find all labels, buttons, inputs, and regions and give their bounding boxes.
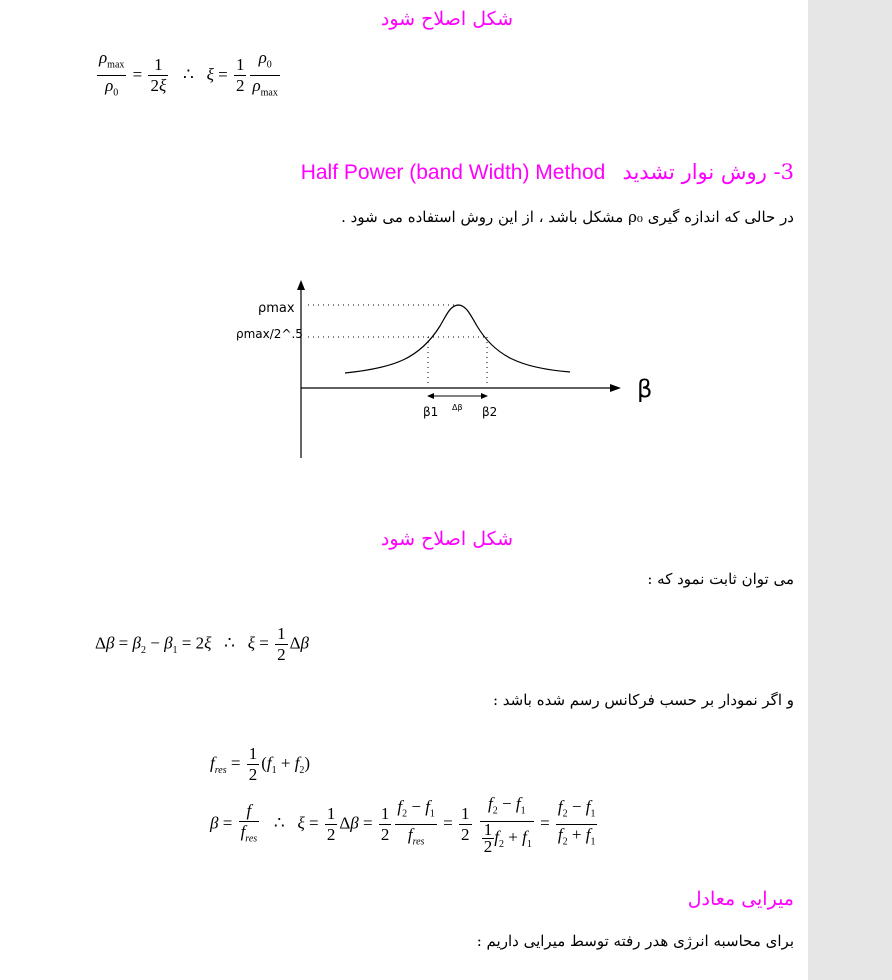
method-intro: در حالی که اندازه گیری ρ₀ مشکل باشد ، از این روش استفاده می شود . (341, 208, 794, 226)
equation-rho-ratio: $\frac{\rho_{max}}{\rho_0}$ = $\frac{1}{2\xi}$ ∴ ξ = $\frac{1}{2}$ $\frac{\rho_0}{\rho_{max}}$ (99, 48, 278, 99)
beta2-label: β2 (482, 405, 498, 419)
delta-beta-arrowhead-right (481, 393, 488, 399)
equation-f-res: $f_{res}$ = $\frac{1}{2}$ $(f_1 + f_2)$ (210, 744, 311, 784)
method-heading-fa: 3- روش نوار تشدید (622, 160, 794, 184)
resonance-graph (0, 0, 808, 480)
delta-beta-arrowhead-left (427, 393, 434, 399)
prove-text: می توان ثابت نمود که : (647, 570, 794, 588)
fix-note-1: شکل اصلاح شود (380, 8, 513, 30)
graph-axes (297, 280, 621, 458)
gray-margin-panel (808, 0, 892, 980)
fix-note-2: شکل اصلاح شود (380, 528, 513, 550)
equation-delta-beta: $\Delta\beta = \beta_2 - \beta_1 = 2\xi$ ∴ ξ = $\frac{1}{2}$ Δβ (95, 624, 310, 664)
equation-beta-xi: β = $\frac{f}{f_{res}}$ ∴ ξ = $\frac{1}{2}$ Δβ = $\frac{1}{2}$ $\frac{f_2 - f_1}{f_{res}}$ = $\frac{1}{2}$ $f_2 - f_1$ $\frac{1}{2}$ $f_2 + f_1$ = $\frac{f_2 - f_1}{f_2 + f_1}$ (210, 794, 596, 857)
y-axis-arrow (297, 280, 305, 290)
freq-text: و اگر نمودار بر حسب فرکانس رسم شده باشد : (492, 691, 794, 709)
balance-heading: میرایی معادل (687, 888, 794, 910)
method-heading-en: Half Power (band Width) Method (300, 161, 606, 184)
y-label-max: ρmax (258, 301, 295, 316)
beta1-label: β1 (423, 405, 439, 419)
balance-text: برای محاسبه انرژی هدر رفته توسط میرایی داریم : (476, 932, 794, 950)
resonance-curve (345, 305, 570, 373)
delta-beta-label: Δβ (452, 403, 463, 412)
x-axis-arrow (610, 384, 621, 392)
y-label-half: ρmax/2^.5 (236, 327, 303, 341)
x-axis-label: β (637, 375, 653, 403)
